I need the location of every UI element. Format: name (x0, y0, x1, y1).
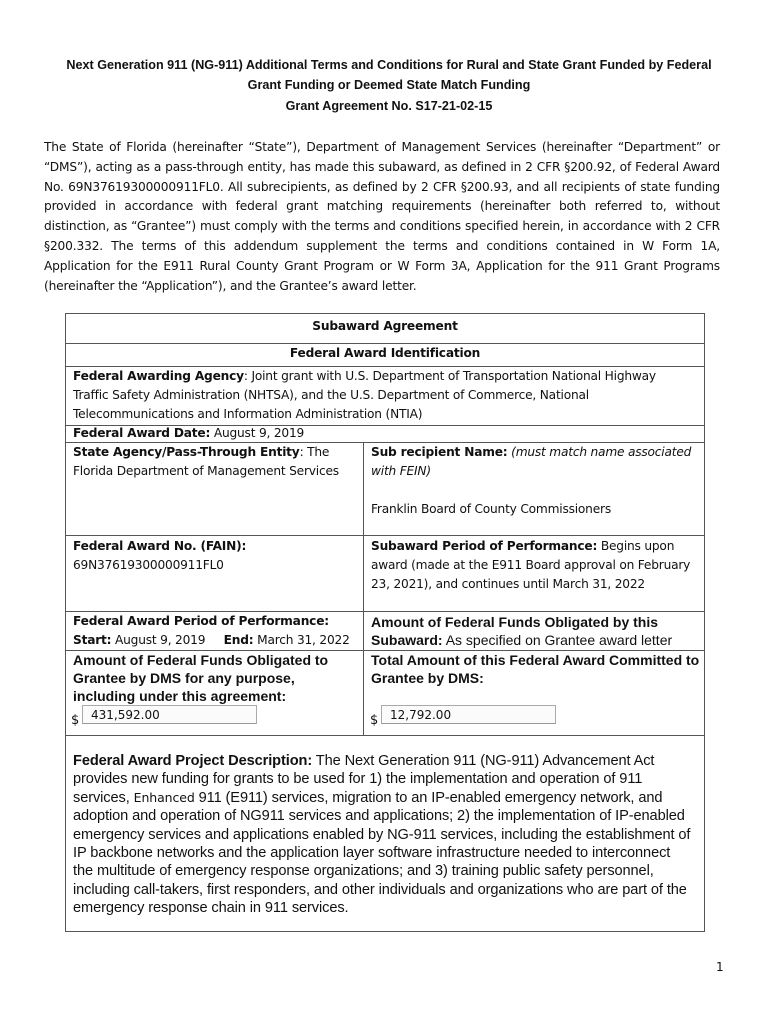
pass-through-entity (73, 443, 355, 481)
grant-agreement-number: Grant Agreement No. S17-21-02-15 (285, 99, 493, 113)
subrecipient-note: (must match name associated with FEIN) (371, 445, 692, 478)
obligated-dms-label: Amount of Federal Funds Obligated to Grantee by DMS for any purpose, including under this agreement: (73, 652, 329, 704)
description-part2: 911 (E911) services, migration to an IP-enabled emergency network, and adoption and operation of NG911 services and applications; 2) the implementation of IP-enabled emergency services and applications enabled by NG-911 services, including the establishment of IP backbone networks and the application layer software infrastructure needed to interconnect the multitude of emergency response organizations; and 3) training public safety personnel, including call-takers, first responders, and other individuals and organizations who are part of the emergency response chain in 911 services. (73, 789, 691, 917)
subrecipient-value: Franklin Board of County Commissioners (371, 502, 611, 516)
end-value: March 31, 2022 (253, 633, 350, 647)
start-value: August 9, 2019 (111, 633, 206, 647)
award-period-dates (73, 631, 363, 650)
obligated-dms-amount[interactable]: 431,592.00 (82, 705, 257, 724)
page-number: 1 (716, 960, 724, 974)
fain-label: Federal Award No. (FAIN): (73, 539, 247, 553)
awarding-agency-value: : Joint grant with U.S. Department of Transportation National Highway Traffic Safety Administration (NHTSA), and the U.S. Department of Commerce, National Telecommunications and Information Administration (NTIA) (73, 369, 656, 421)
fain-value: 69N37619300000911FL0 (73, 558, 224, 572)
award-date-label: Federal Award Date: (73, 426, 211, 440)
pass-through-value: : The Florida Department of Management Services (73, 445, 339, 478)
total-committed-label: Total Amount of this Federal Award Committed to Grantee by DMS: (371, 652, 700, 686)
subaward-period-label: Subaward Period of Performance: (371, 539, 598, 553)
description-part1: The Next Generation 911 (NG-911) Advancement Act provides new funding for grants to be used for 1) the implementation and operation of 911 services, (73, 753, 655, 806)
award-date (73, 424, 693, 443)
subaward-agreement-table (65, 313, 705, 932)
subaward-period-value: Begins upon award (made at the E911 Board approval on February 23, 2021), and continues until March 31, 2022 (371, 539, 691, 591)
start-label: Start: (73, 633, 112, 647)
total-committed-amount[interactable]: 12,792.00 (381, 705, 556, 724)
award-period-label: Federal Award Period of Performance: (73, 614, 329, 628)
award-period (73, 612, 359, 631)
intro-paragraph: The State of Florida (hereinafter “State”), Department of Management Services (hereinafter “Department” or “DMS”), acting as a pass-through entity, has made this subaward, as defined in 2 CFR §200.92, of Federal Award No. 69N37619300000911FL0. All subrecipients, as defined by 2 CFR §200.93, and all recipients of state funding provided in accordance with federal grant matching requirements (hereinafter both referred to, without distinction, as “Grantee”) must comply with the terms and conditions specified herein, in accordance with 2 CFR §200.332. The terms of this addendum supplement the terms and conditions contained in W Form 1A, Application for the E911 Rural County Grant Program or W Form 3A, Application for the 911 Grant Programs (hereinafter the “Application”), and the Grantee’s award letter. (44, 140, 720, 293)
currency-symbol: $ (71, 713, 80, 728)
project-description (73, 752, 693, 918)
table-subheading: Federal Award Identification (289, 346, 481, 360)
table-heading: Subaward Agreement (312, 319, 458, 333)
subrecipient-name (371, 443, 699, 481)
subrecipient-label: Sub recipient Name: (371, 445, 508, 459)
awarding-agency (73, 367, 693, 424)
obligated-sub-label: Amount of Federal Funds Obligated by this Subaward: (371, 614, 659, 648)
subaward-period (371, 537, 699, 594)
fain (73, 537, 355, 556)
pass-through-label: State Agency/Pass-Through Entity (73, 445, 300, 459)
awarding-agency-label: Federal Awarding Agency (73, 369, 244, 383)
obligated-sub-value: As specified on Grantee award letter (442, 632, 673, 648)
currency-symbol: $ (370, 713, 379, 728)
description-label: Federal Award Project Description: (73, 753, 313, 769)
document-title-line2: Grant Funding or Deemed State Match Funding (247, 78, 531, 92)
description-enhanced: Enhanced (133, 789, 195, 805)
obligated-subaward (371, 613, 701, 649)
award-date-value: August 9, 2019 (210, 426, 305, 440)
end-label: End: (223, 633, 254, 647)
document-title-line1: Next Generation 911 (NG-911) Additional Terms and Conditions for Rural and State Grant Funded by Federal (66, 58, 712, 72)
